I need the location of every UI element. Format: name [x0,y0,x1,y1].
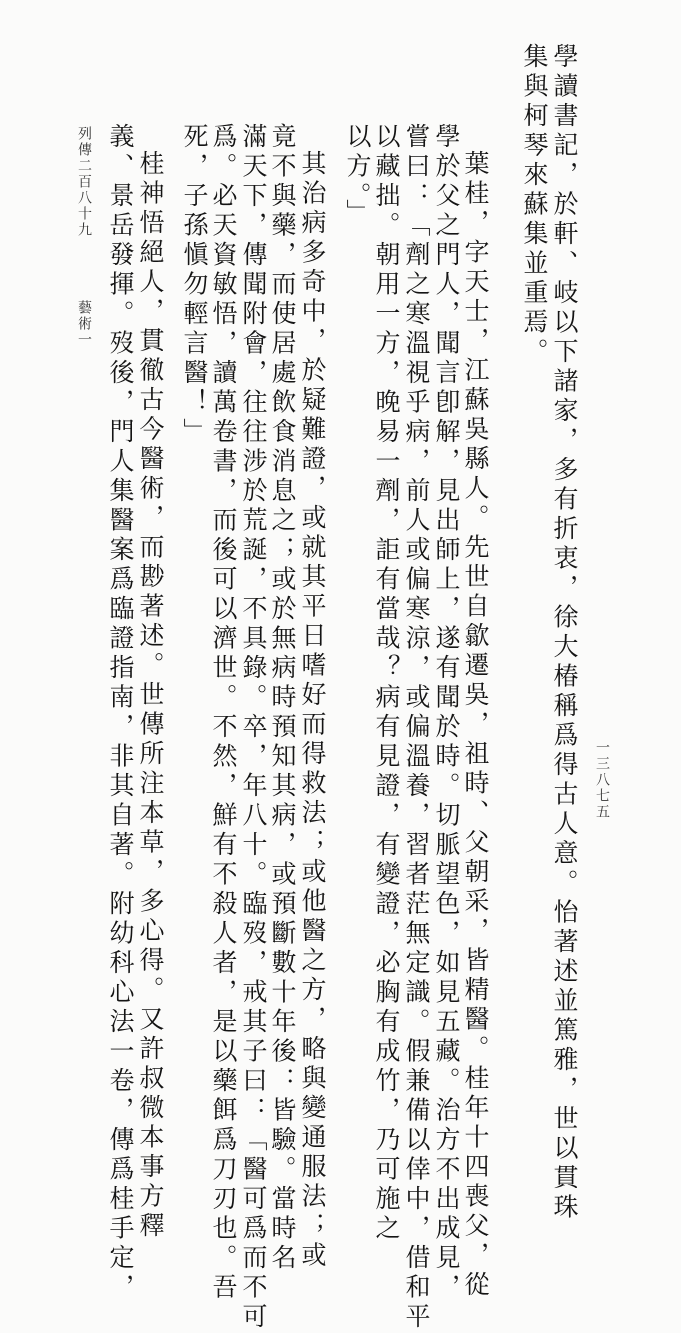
text-column-2: 集與柯琴來蘇集並重焉。 [520,43,549,368]
text-column-10: 滿天下，傳聞附會，往往涉於荒誕，不具錄。卒，年八十。臨歿，戒其子曰：「醫可爲而不可 [239,123,268,1333]
text-column-6: 以藏拙。朝用一方，晚易一劑，詎有當哉？病有見證，有變證，必胸有成竹，乃可施之 [372,123,401,1244]
running-head-section: 列傳二百八十九 [76,126,92,238]
text-column-4: 學於父之門人，聞言卽解，見出師上，遂有聞於時。切脈望色，如見五藏。治方不出成見， [432,123,461,1303]
text-column-11: 爲。必天資敏悟，讀萬卷書，而後可以濟世。不然，鮮有不殺人者，是以藥餌爲刀刃也。吾 [209,123,238,1303]
text-column-7: 以方。」 [343,123,372,229]
page-number: 一三八七五 [594,740,610,820]
text-column-14: 義、景岳發揮。歿後，門人集醫案爲臨證指南，非其自著。附幼科心法一卷，傳爲桂手定， [106,123,135,1303]
running-head-chapter: 藝術一 [76,300,92,348]
text-column-13: 桂神悟絕人，貫徹古今醫術，而尠著述。世傳所注本草，多心得。又許叔微本事方釋 [136,150,165,1242]
text-column-9: 竟不與藥，而使居處飲食消息之；或於無病時預知其病，或預斷數十年後：皆驗。當時名 [268,123,297,1274]
text-column-3: 葉桂，字天士，江蘇吳縣人。先世自歙遷吳，祖時、父朝采，皆精醫。桂年十四喪父，從 [461,150,490,1301]
text-column-8: 其治病多奇中，於疑難證，或就其平日嗜好而得救法；或他醫之方，略與變通服法；或 [298,150,327,1271]
text-column-5: 嘗曰：「劑之寒溫視乎病，前人或偏寒涼，或偏溫養，習者茫無定識。假兼備以倖中，借和平 [402,123,431,1333]
text-column-12: 死，子孫愼勿輕言醫！」 [180,123,209,448]
text-column-1: 學讀書記，於軒、岐以下諸家，多有折衷，徐大椿稱爲得古人意。怡著述並篤雅，世以貫珠 [550,43,579,1223]
